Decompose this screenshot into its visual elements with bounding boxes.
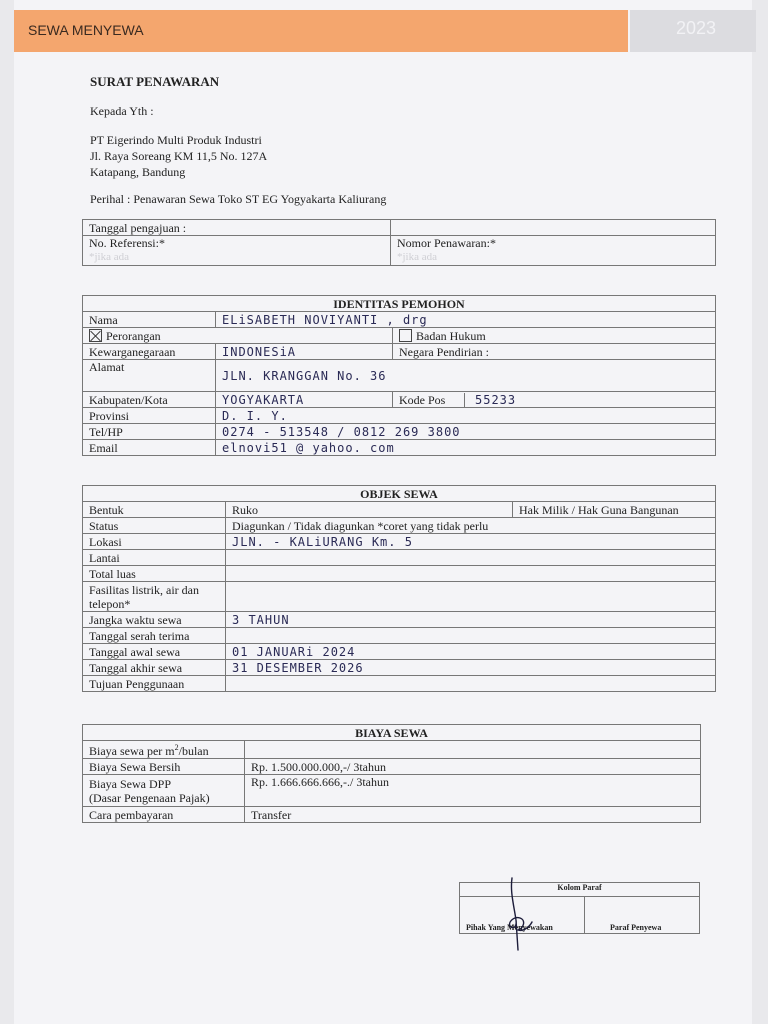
submission-date-label: Tanggal pengajuan : bbox=[83, 220, 391, 236]
end-date-value: 31 DESEMBER 2026 bbox=[226, 660, 716, 676]
recipient-line-3: Katapang, Bandung bbox=[90, 165, 186, 179]
recipient-line-1: PT Eigerindo Multi Produk Industri bbox=[90, 133, 262, 147]
name-value: ELiSABETH NOVIYANTI , drg bbox=[216, 312, 716, 328]
submission-date-empty bbox=[391, 220, 716, 236]
net-cost-value: Rp. 1.500.000.000,-/ 3tahun bbox=[245, 759, 701, 775]
individual-checkbox[interactable] bbox=[89, 329, 102, 342]
document-page bbox=[14, 0, 752, 1024]
address-value: JLN. KRANGGAN No. 36 bbox=[216, 360, 716, 392]
letter-title: SURAT PENAWARAN bbox=[90, 74, 220, 89]
header-year-box bbox=[630, 10, 756, 52]
payment-value: Transfer bbox=[245, 807, 701, 823]
email-label: Email bbox=[83, 440, 216, 456]
ownership-value: Hak Milik / Hak Guna Bangunan bbox=[513, 502, 716, 518]
form-label: Bentuk bbox=[83, 502, 226, 518]
postal-cell bbox=[393, 392, 716, 408]
area-value bbox=[226, 566, 716, 582]
dpp-label-line-2: (Dasar Pengenaan Pajak) bbox=[89, 790, 210, 805]
reference-label: No. Referensi:* bbox=[89, 236, 165, 250]
cost-table bbox=[82, 724, 701, 823]
header-year: 2023 bbox=[676, 18, 717, 38]
object-section-title: OBJEK SEWA bbox=[83, 486, 716, 502]
applicant-section-title: IDENTITAS PEMOHON bbox=[83, 296, 716, 312]
offer-number-hint: *jika ada bbox=[397, 251, 438, 263]
status-label: Status bbox=[83, 518, 226, 534]
paraf-lessor-label: Pihak Yang Menyewakan bbox=[466, 923, 553, 932]
per-m2-label bbox=[83, 741, 245, 759]
postal-value: 55233 bbox=[475, 392, 517, 407]
area-label: Total luas bbox=[83, 566, 226, 582]
term-value: 3 TAHUN bbox=[226, 612, 716, 628]
city-label: Kabupaten/Kota bbox=[83, 392, 216, 408]
salutation: Kepada Yth : bbox=[90, 104, 154, 118]
facilities-label bbox=[83, 582, 226, 612]
net-cost-label: Biaya Sewa Bersih bbox=[83, 759, 245, 775]
location-label: Lokasi bbox=[83, 534, 226, 550]
form-value: Ruko bbox=[226, 502, 513, 518]
province-value: D. I. Y. bbox=[216, 408, 716, 424]
offer-number-cell bbox=[391, 236, 716, 266]
location-value: JLN. - KALiURANG Km. 5 bbox=[226, 534, 716, 550]
legal-entity-option bbox=[393, 328, 716, 344]
reference-hint: *jika ada bbox=[89, 251, 130, 263]
reference-cell bbox=[83, 236, 391, 266]
per-m2-superscript: 2 bbox=[174, 743, 179, 752]
dpp-label-line-1: Biaya Sewa DPP bbox=[89, 776, 171, 791]
address-label: Alamat bbox=[83, 360, 216, 392]
name-label: Nama bbox=[83, 312, 216, 328]
citizenship-value: INDONESiA bbox=[216, 344, 393, 360]
per-m2-value bbox=[245, 741, 701, 759]
paraf-column-divider bbox=[584, 896, 585, 934]
start-date-label: Tanggal awal sewa bbox=[83, 644, 226, 660]
paraf-divider bbox=[460, 896, 699, 897]
citizenship-label: Kewarganegaraan bbox=[83, 344, 216, 360]
handover-value bbox=[226, 628, 716, 644]
applicant-table bbox=[82, 295, 716, 456]
header-bar bbox=[14, 10, 628, 52]
header-label: SEWA MENYEWA bbox=[28, 22, 144, 38]
legal-entity-checkbox[interactable] bbox=[399, 329, 412, 342]
individual-option bbox=[83, 328, 393, 344]
per-m2-label-text: Biaya sewa per m bbox=[89, 744, 175, 758]
offer-number-label: Nomor Penawaran:* bbox=[397, 236, 496, 250]
paraf-tenant-label: Paraf Penyewa bbox=[610, 923, 662, 932]
dpp-label bbox=[83, 775, 245, 807]
dpp-value: Rp. 1.666.666.666,-./ 3tahun bbox=[245, 775, 701, 807]
paraf-title: Kolom Paraf bbox=[557, 883, 602, 892]
legal-entity-label: Badan Hukum bbox=[416, 328, 486, 343]
purpose-label: Tujuan Penggunaan bbox=[83, 676, 226, 692]
recipient-line-2: Jl. Raya Soreang KM 11,5 No. 127A bbox=[90, 149, 268, 163]
paraf-box bbox=[459, 882, 700, 934]
handover-label: Tanggal serah terima bbox=[83, 628, 226, 644]
facilities-label-line-1: Fasilitas listrik, air dan bbox=[89, 582, 199, 597]
object-table bbox=[82, 485, 716, 692]
purpose-value bbox=[226, 676, 716, 692]
end-date-label: Tanggal akhir sewa bbox=[83, 660, 226, 676]
phone-label: Tel/HP bbox=[83, 424, 216, 440]
facilities-value bbox=[226, 582, 716, 612]
postal-label: Kode Pos bbox=[393, 393, 465, 407]
city-value: YOGYAKARTA bbox=[216, 392, 393, 408]
phone-value: 0274 - 513548 / 0812 269 3800 bbox=[216, 424, 716, 440]
start-date-value: 01 JANUARi 2024 bbox=[226, 644, 716, 660]
individual-label: Perorangan bbox=[106, 328, 161, 343]
subject-line: Perihal : Penawaran Sewa Toko ST EG Yogyakarta Kaliurang bbox=[90, 192, 387, 206]
floor-label: Lantai bbox=[83, 550, 226, 566]
handwritten-signature bbox=[500, 876, 540, 952]
payment-label: Cara pembayaran bbox=[83, 807, 245, 823]
facilities-label-line-2: telepon* bbox=[89, 596, 131, 611]
per-m2-suffix: /bulan bbox=[178, 744, 209, 758]
cost-section-title: BIAYA SEWA bbox=[83, 725, 701, 741]
founding-country-label: Negara Pendirian : bbox=[393, 344, 716, 360]
email-value: elnovi51 @ yahoo. com bbox=[216, 440, 716, 456]
submission-table bbox=[82, 219, 716, 266]
province-label: Provinsi bbox=[83, 408, 216, 424]
term-label: Jangka waktu sewa bbox=[83, 612, 226, 628]
floor-value bbox=[226, 550, 716, 566]
status-value: Diagunkan / Tidak diagunkan *coret yang tidak perlu bbox=[226, 518, 716, 534]
